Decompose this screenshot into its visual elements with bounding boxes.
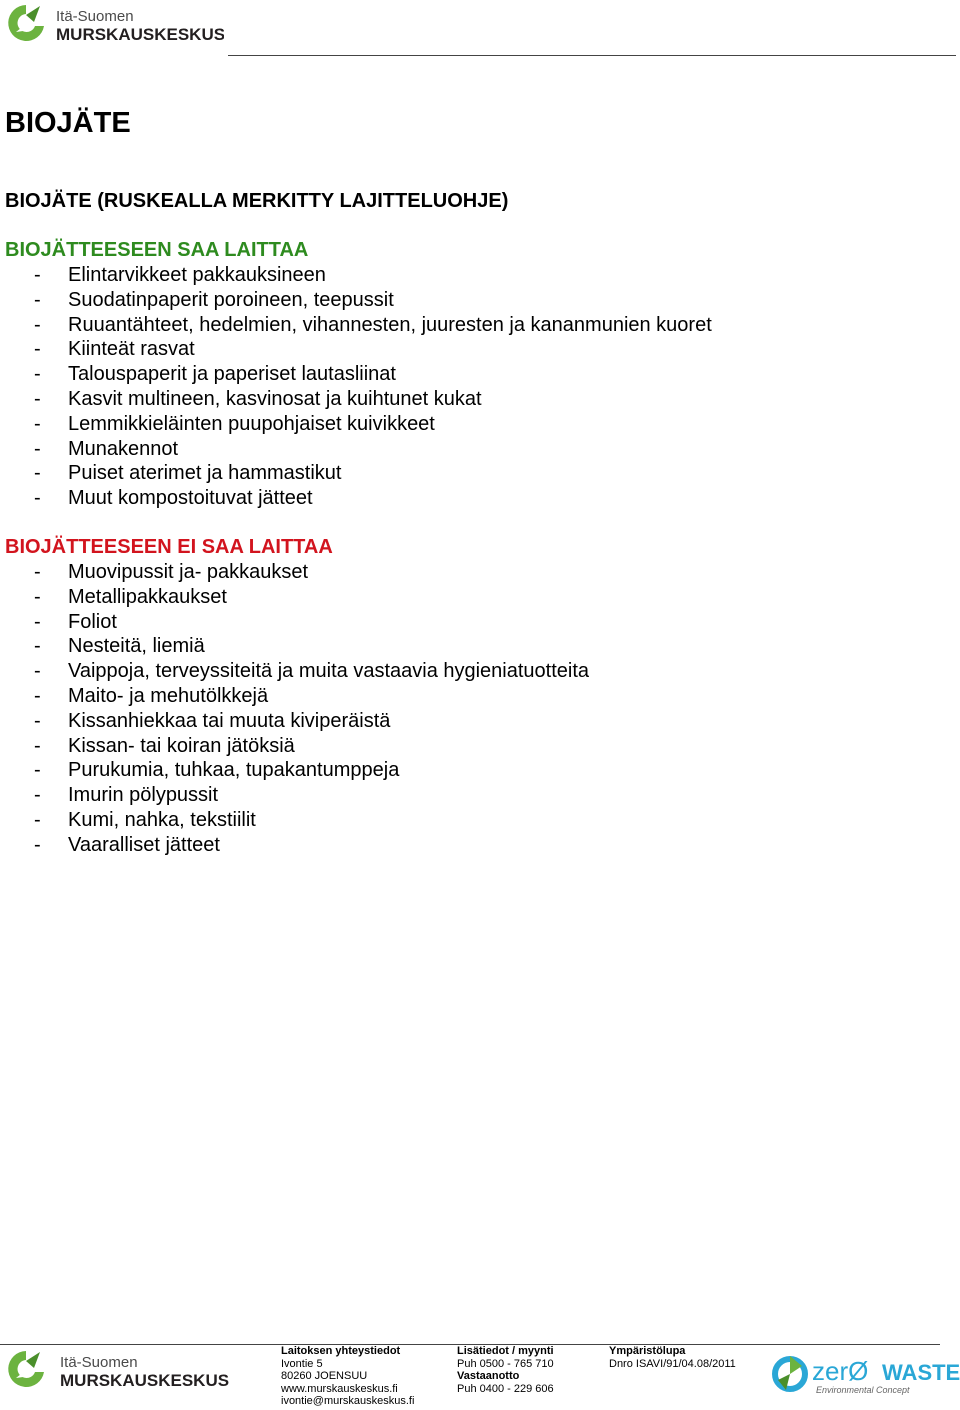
list-dash: - [34, 561, 41, 583]
forbidden-list-item [5, 709, 945, 734]
forbidden-list-item [5, 783, 945, 808]
list-item-text: Purukumia, tuhkaa, tupakantumppeja [68, 759, 400, 782]
allowed-list [5, 263, 945, 511]
forbidden-list-item [5, 610, 945, 635]
sales-heading: Lisätiedot / myynti [457, 1345, 554, 1357]
list-item-text: Kiinteät rasvat [68, 338, 195, 361]
header-logo-line1: Itä-Suomen [56, 8, 134, 25]
list-item-text: Maito- ja mehutölkkejä [68, 684, 269, 707]
list-item-text: Talouspaperit ja paperiset lautasliinat [68, 363, 396, 386]
footer-sales [457, 1345, 554, 1395]
zero-logo-word2: WASTE [882, 1360, 960, 1385]
contact-postal: 80260 JOENSUU [281, 1370, 368, 1382]
header-divider [228, 55, 956, 56]
list-item-text: Suodatinpaperit poroineen, teepussit [68, 288, 394, 311]
allowed-list-item [5, 412, 945, 437]
contact-web-link[interactable]: www.murskauskeskus.fi [281, 1382, 398, 1395]
page-title: BIOJÄTE [5, 107, 131, 139]
list-dash: - [34, 833, 41, 856]
contact-email-link[interactable]: ivontie@murskauskeskus.fi [281, 1395, 415, 1407]
murskauskeskus-logo-icon [4, 2, 224, 46]
reception-label: Vastaanotto [457, 1370, 520, 1382]
footer-logo-line1: Itä-Suomen [60, 1354, 138, 1371]
murskauskeskus-footer-logo-icon [4, 1348, 232, 1392]
forbidden-list-item [5, 684, 945, 709]
list-item-text: Kumi, nahka, tekstiilit [68, 808, 256, 831]
allowed-list-item [5, 263, 945, 288]
contact-street: Ivontie 5 [281, 1357, 323, 1370]
reception-phone: Puh 0400 - 229 606 [457, 1382, 554, 1395]
page-subtitle: BIOJÄTE (RUSKEALLA MERKITTY LAJITTELUOHJE) [5, 190, 509, 212]
list-dash: - [34, 808, 41, 831]
list-item-text: Imurin pölypussit [68, 784, 219, 807]
list-dash: - [34, 264, 41, 286]
list-dash: - [34, 684, 41, 707]
list-dash: - [34, 412, 41, 435]
list-item-text: Munakennot [68, 437, 179, 460]
list-dash: - [34, 709, 41, 732]
allowed-list-item [5, 486, 945, 511]
zero-waste-logo-icon [772, 1352, 960, 1396]
list-item-text: Vaippoja, terveyssiteitä ja muita vastaavia hygieniatuotteita [68, 660, 590, 683]
footer-logo-line2: MURSKAUSKESKUS [60, 1371, 230, 1390]
forbidden-section [5, 534, 945, 858]
allowed-list-item [5, 337, 945, 362]
allowed-list-item [5, 288, 945, 313]
list-item-text: Kissanhiekkaa tai muuta kiviperäistä [68, 709, 391, 732]
forbidden-list-item [5, 734, 945, 759]
list-dash: - [34, 784, 41, 807]
allowed-section [5, 237, 945, 511]
list-dash: - [34, 585, 41, 608]
forbidden-list-item [5, 560, 945, 585]
list-item-text: Nesteitä, liemiä [68, 635, 205, 658]
forbidden-list-item [5, 758, 945, 783]
allowed-list-item [5, 437, 945, 462]
contact-heading: Laitoksen yhteystiedot [281, 1345, 401, 1357]
list-item-text: Lemmikkieläinten puupohjaiset kuivikkeet [68, 412, 435, 435]
allowed-heading: BIOJÄTTEESEEN SAA LAITTAA [5, 239, 309, 261]
list-dash: - [34, 734, 41, 757]
forbidden-list-item [5, 808, 945, 833]
list-dash: - [34, 759, 41, 782]
zero-logo-word1: zerØ [812, 1356, 869, 1386]
forbidden-list-item [5, 833, 945, 858]
footer-permit [609, 1345, 736, 1370]
list-item-text: Metallipakkaukset [68, 585, 227, 608]
forbidden-list-item [5, 585, 945, 610]
list-item-text: Foliot [68, 610, 117, 633]
list-item-text: Ruuantähteet, hedelmien, vihannesten, juuresten ja kananmunien kuoret [68, 313, 712, 336]
list-item-text: Kasvit multineen, kasvinosat ja kuihtunet kukat [68, 387, 482, 410]
list-dash: - [34, 363, 41, 386]
list-item-text: Elintarvikkeet pakkauksineen [68, 264, 326, 286]
list-item-text: Vaaralliset jätteet [68, 833, 220, 856]
header-logo-line2: MURSKAUSKESKUS [56, 25, 224, 44]
list-dash: - [34, 387, 41, 410]
list-dash: - [34, 635, 41, 658]
list-dash: - [34, 437, 41, 460]
sales-phone: Puh 0500 - 765 710 [457, 1357, 554, 1370]
list-dash: - [34, 610, 41, 633]
permit-heading: Ympäristölupa [609, 1345, 686, 1357]
list-item-text: Kissan- tai koiran jätöksiä [68, 734, 295, 757]
list-dash: - [34, 313, 41, 336]
list-dash: - [34, 487, 41, 510]
forbidden-list [5, 560, 945, 858]
zero-logo-tagline: Environmental Concept [816, 1385, 910, 1395]
allowed-list-item [5, 362, 945, 387]
header-logo [4, 2, 224, 46]
zero-waste-logo [772, 1352, 960, 1396]
list-dash: - [34, 338, 41, 361]
list-dash: - [34, 462, 41, 485]
footer-logo [4, 1348, 232, 1392]
list-dash: - [34, 660, 41, 683]
footer-contact [281, 1345, 414, 1408]
list-dash: - [34, 288, 41, 311]
list-item-text: Muut kompostoituvat jätteet [68, 487, 313, 510]
permit-number: Dnro ISAVI/91/04.08/2011 [609, 1357, 736, 1370]
list-item-text: Puiset aterimet ja hammastikut [68, 462, 342, 485]
allowed-list-item [5, 313, 945, 338]
list-item-text: Muovipussit ja- pakkaukset [68, 561, 309, 583]
forbidden-list-item [5, 659, 945, 684]
forbidden-heading: BIOJÄTTEESEEN EI SAA LAITTAA [5, 536, 333, 558]
allowed-list-item [5, 387, 945, 412]
forbidden-list-item [5, 634, 945, 659]
allowed-list-item [5, 461, 945, 486]
